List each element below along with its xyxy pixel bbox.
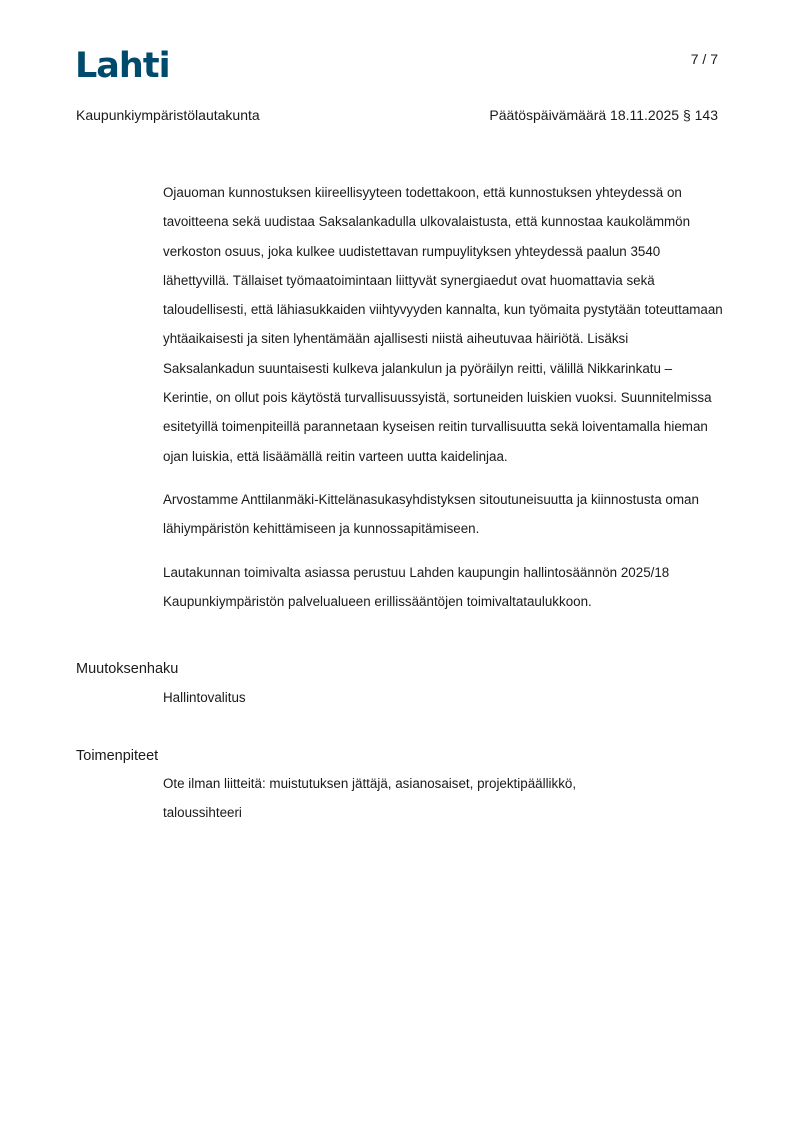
body-paragraph: Lautakunnan toimivalta asiassa perustuu Lahden kaupungin hallintosäännön 2025/18 Kaupunkiympäristön palvelualueen erillissääntöjen toimivaltataulukkoon. <box>163 564 670 609</box>
section-heading-appeal: Muutoksenhaku <box>76 661 179 677</box>
organization-name: Kaupunkiympäristölautakunta <box>76 107 260 123</box>
body-paragraph: Ojauoman kunnostuksen kiireellisyyteen todettakoon, että kunnostuksen yhteydessä on tavoitteena sekä uudistaa Saksalankadulla ulkovalaistusta, että kunnostaa kaukolämmön verkoston osuus, joka kulkee uudistettavan rumpuylityksen yhteydessä paalun 3540 lähettyvillä. Tällaiset työmaatoimintaan liittyvät synergiaedut ovat huomattavia sekä taloudellisesti, että lähiasukkaiden viihtyvyyden kannalta, kun työmaita pystytään toteuttamaan yhtäaikaisesti ja siten lyhentämään ajallisesti niistä aiheutuvaa häiriötä. Lisäksi Saksalankadun suuntaisesti kulkeva jalankulun ja pyöräilyn reitti, välillä Nikkarinkatu – Kerintie, on ollut pois käytöstä turvallisuussyistä, sortuneiden luiskien vuoksi. Suunnitelmissa esitetyillä toimenpiteillä parannetaan kyseisen reitin turvallisuutta sekä loiventamalla hieman ojan luiskia, että lisäämällä reitin varteen uutta kaidelinjaa. <box>163 185 723 464</box>
section-heading-actions: Toimenpiteet <box>76 748 159 764</box>
decision-body <box>163 178 723 630</box>
page-number: 7 / 7 <box>690 51 718 67</box>
body-paragraph: Arvostamme Anttilanmäki-Kittelänasukasyhdistyksen sitoutuneisuutta ja kiinnostusta oman lähiympäristön kehittämiseen ja kunnossapitämiseen. <box>163 491 699 537</box>
lahti-logo: Lahti <box>75 46 170 86</box>
section-content-appeal: Hallintovalitus <box>163 690 246 705</box>
decision-date-reference: Päätöspäivämäärä 18.11.2025 § 143 <box>489 107 718 123</box>
section-content-actions: Ote ilman liitteitä: muistutuksen jättäjä, asianosaiset, projektipäällikkö, taloussihteeri <box>163 776 577 821</box>
